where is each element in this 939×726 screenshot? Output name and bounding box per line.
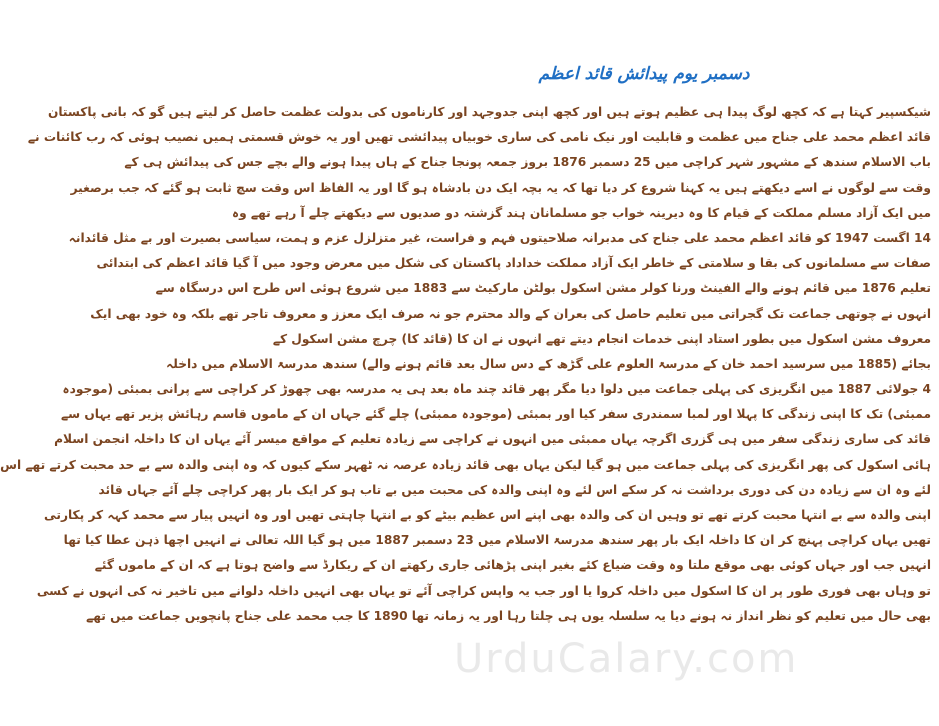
body-line: میں ایک آزاد مسلم مملکت کے قیام کا وہ دیرینہ خواب جو مسلمانان ہند گزشتہ دو صدیوں سے دیکھتے چلے آ رہے تھے وہ xyxy=(231,205,931,220)
body-line: تو وہاں بھی فوری طور پر ان کا اسکول میں داخلہ کروا یا اور جب یہ واپس کراچی آئے تو یہاں بھی انہیں داخلہ دلوانے میں تاخیر نہ کی انہوں نے کسی xyxy=(36,583,931,598)
body-line: 4 جولائی 1887 میں انگریزی کی پہلی جماعت میں دلوا دیا مگر پھر قائد چند ماہ بعد ہی یہ مدرسہ بھی چھوڑ کر کراچی سے پرانی بمبئی (موجودہ xyxy=(62,382,931,397)
body-line: وقت سے لوگوں نے اسے دیکھتے ہیں یہ کہنا شروع کر دیا تھا کہ یہ بچہ ایک دن بادشاہ ہو گا اور یہ الفاظ اس وقت سچ ثابت ہو گئے کہ جب برصغیر xyxy=(70,180,931,195)
body-line: تعلیم 1876 میں قائم ہونے والے الفینٹ ورنا کولر مشن اسکول بولٹن مارکیٹ سے 1883 میں شروع ہوئی اس طرح اس درسگاہ سے xyxy=(155,281,931,296)
body-line: ممبئی) تک کا اپنی زندگی کا پہلا اور لمبا سمندری سفر کیا اور بمبئی (موجودہ ممبئی) چلے گئے جہاں ان کے ماموں قاسم رہائش پزیر تھے یہاں سے xyxy=(61,407,931,422)
body-line: باب الاسلام سندھ کے مشہور شہر کراچی میں 25 دسمبر 1876 بروز جمعہ پونجا جناح کے ہاں پیدا ہونے والے بچے جس کی پیدائش ہی کے xyxy=(124,155,931,170)
body-line: تھیں یہاں کراچی پہنچ کر ان کا داخلہ ایک بار پھر سندھ مدرسۃ الاسلام میں 23 دسمبر 1887 میں ہو گیا اللہ تعالی نے انہیں اچھا ذہن عطا کیا تھا xyxy=(63,533,931,548)
article-body xyxy=(0,100,931,629)
body-line: 14 اگست 1947 کو قائد اعظم محمد علی جناح کی مدبرانہ صلاحیتوں فہم و فراست، غیر متزلزل عزم و ہمت، سیاسی بصیرت اور بے مثل قائدانہ xyxy=(68,230,931,245)
body-line: انہوں نے چوتھی جماعت تک گجراتی میں تعلیم حاصل کی بعران کے والد محترم جو نہ صرف ایک معزز و معروف تاجر تھے بلکہ وہ خود بھی ایک xyxy=(90,306,931,321)
body-line: ہائی اسکول کی پھر انگریزی کی پہلی جماعت میں ہو گیا لیکن یہاں بھی قائد زیادہ عرصہ نہ ٹھہر سکے کیوں کہ وہ اپنی والدہ سے بے حد محبت کرتے تھے اس xyxy=(0,457,931,472)
body-line: لئے وہ ان سے زیادہ دن کی دوری برداشت نہ کر سکے اس لئے وہ اپنی والدہ کی محبت میں بے تاب ہو کر ایک بار پھر کراچی چلے آئے جہاں قائد xyxy=(98,482,931,497)
body-line: قائد اعظم محمد علی جناح میں عظمت و قابلیت اور نیک نامی کی ساری خوبیاں پیدائشی تھیں اور یہ خوش قسمتی ہمیں نصیب ہوئی کہ رب کائنات نے xyxy=(27,130,931,145)
body-line: انہیں جب اور جہاں کوئی بھی موقع ملتا وہ وقت ضیاع کئے بغیر اپنی پڑھائی جاری رکھتے ان کے ریکارڈ سے واضح ہوتا ہے کہ ان کے ماموں گئے xyxy=(94,558,931,573)
body-line: معروف مشن اسکول میں بطور استاد اپنی خدمات انجام دیتے تھے انہوں نے ان کا (قائد کا) چرچ مشن اسکول کے xyxy=(272,331,931,346)
body-line: شیکسپیر کہتا ہے کہ کچھ لوگ پیدا ہی عظیم ہوتے ہیں اور کچھ اپنی جدوجہد اور کارناموں کی بدولت عظمت حاصل کر لیتے ہیں گو کہ بانی پاکستان xyxy=(47,105,931,119)
body-line: بجائے (1885 میں سرسید احمد خان کے مدرسۃ العلوم علی گڑھ کے دس سال بعد قائم ہونے والے) سندھ مدرسۃ الاسلام میں داخلہ xyxy=(166,356,931,371)
body-line: قائد کی ساری زندگی سفر میں ہی گزری اگرچہ یہاں ممبئی میں انہوں نے کراچی سے زیادہ تعلیم کے مواقع میسر آئے یہاں ان کا داخلہ انجمن اسلام xyxy=(54,432,931,447)
body-line: صفات سے مسلمانوں کی بقا و سلامتی کے خاطر ایک آزاد مملکت خداداد پاکستان کی شکل میں معرض وجود میں آ گیا قائد اعظم کی ابتدائی xyxy=(96,256,931,271)
body-line: بھی حال میں تعلیم کو نظر انداز نہ ہونے دیا یہ سلسلہ یوں ہی چلتا رہا اور یہ زمانہ تھا 1890 کا جب محمد علی جناح پانچویں جماعت میں تھے xyxy=(86,608,931,623)
site-watermark: UrduCalary.com xyxy=(454,636,799,682)
article-title: دسمبر یوم پیدائش قائد اعظم xyxy=(538,64,750,84)
body-line: اپنی والدہ سے بے انتہا محبت کرتے تھے تو وہیں ان کی والدہ بھی اپنے اس عظیم بیٹے کو بے انتہا چاہتی تھیں اور وہ انہیں پیار سے محمد کہہ کر پکارتی xyxy=(44,508,931,522)
